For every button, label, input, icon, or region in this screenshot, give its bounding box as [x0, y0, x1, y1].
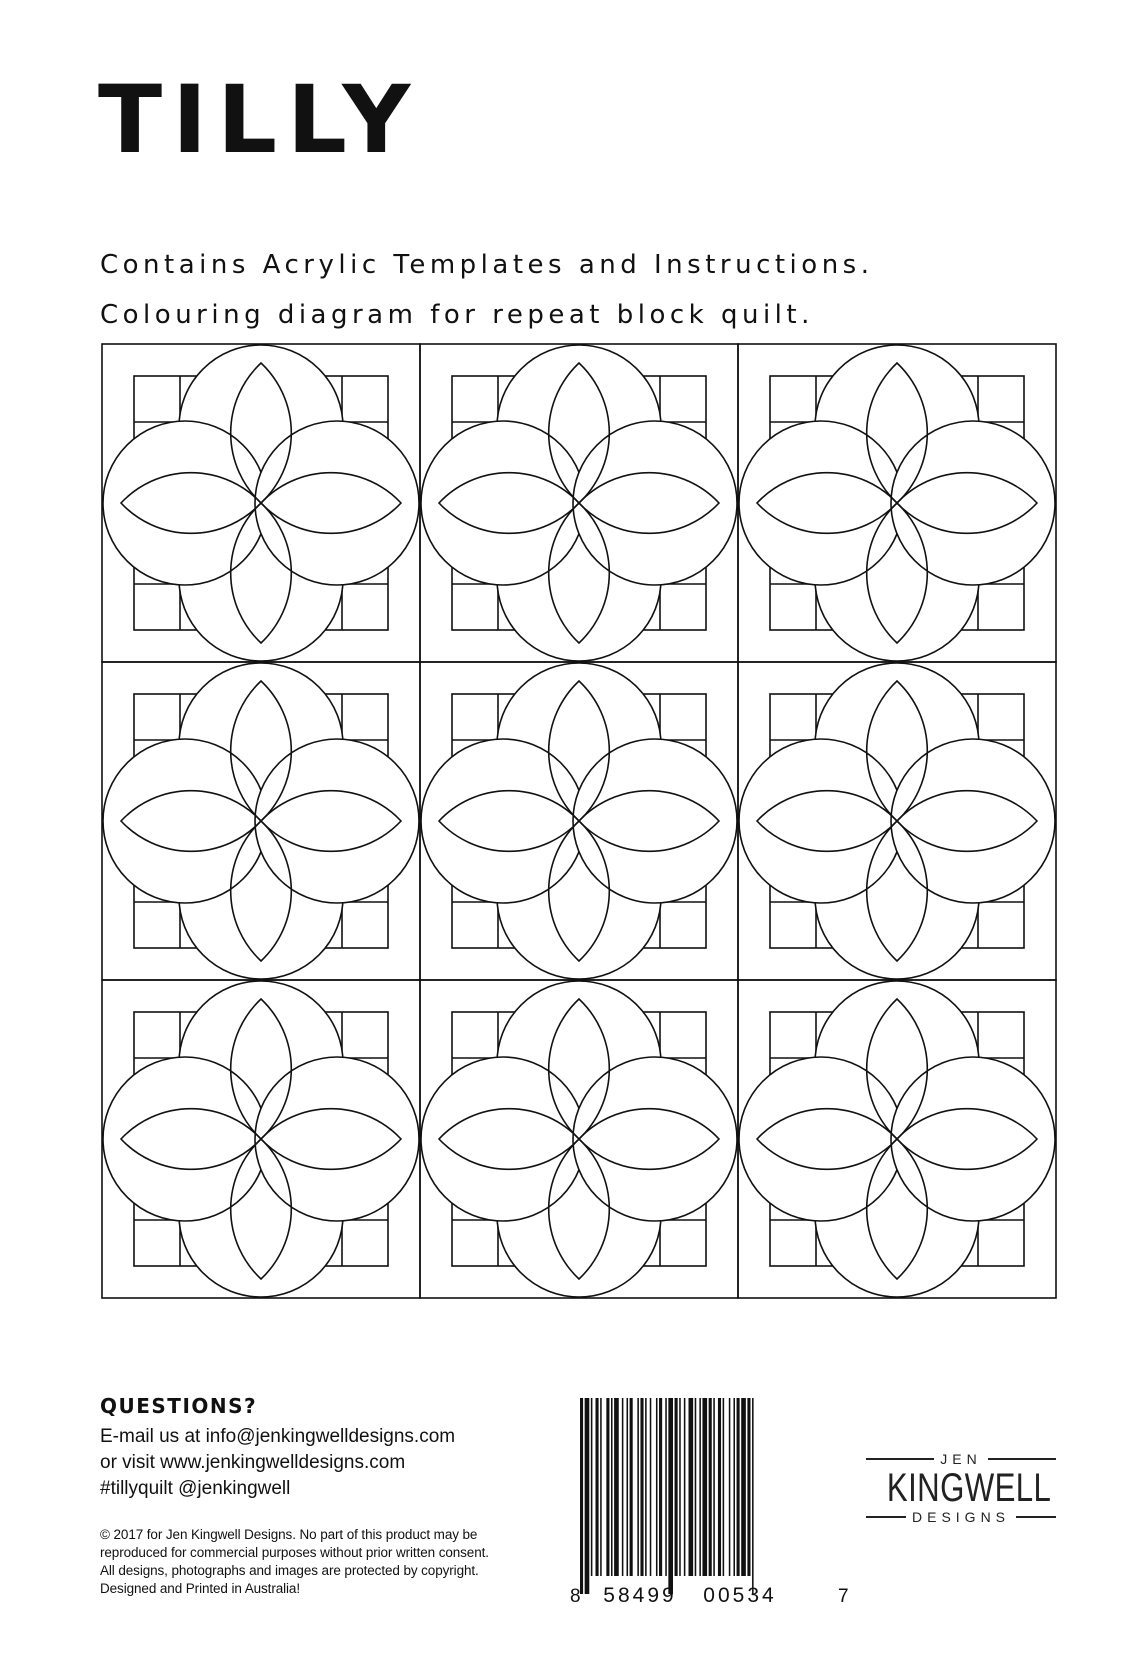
email-line: E-mail us at info@jenkingwelldesigns.com: [100, 1426, 456, 1447]
barcode-first-digit: 8: [570, 1586, 581, 1607]
barcode-bar: [747, 1398, 750, 1576]
copyright-line-3: All designs, photographs and images are protected by copyright.: [100, 1563, 479, 1578]
barcode-bar: [596, 1398, 599, 1576]
quilt-circle: [103, 421, 267, 585]
barcode-check-digit: 7: [838, 1586, 849, 1607]
quilt-block: [420, 980, 738, 1298]
barcode-bar: [718, 1398, 721, 1576]
barcode-bar: [668, 1398, 673, 1594]
logo-main-text: KINGWELL: [886, 1466, 1052, 1510]
barcode-bar: [630, 1398, 633, 1576]
quilt-block: [102, 662, 420, 980]
barcode-left-group: 58499: [603, 1584, 677, 1607]
barcode-bar: [752, 1398, 754, 1594]
logo-top-text: JEN: [940, 1451, 982, 1467]
barcode-bar: [713, 1398, 715, 1576]
quilt-circle: [573, 1057, 737, 1221]
subtitle-colouring-diagram: Colouring diagram for repeat block quilt.: [100, 300, 814, 330]
quilt-circle: [891, 739, 1055, 903]
quilt-circle: [739, 739, 903, 903]
copyright-notice: [100, 1526, 580, 1598]
logo-rule: [866, 1458, 934, 1460]
questions-heading: QUESTIONS?: [100, 1394, 258, 1418]
barcode-bar: [679, 1398, 681, 1576]
quilt-block: [738, 344, 1056, 662]
barcode-bar: [723, 1398, 725, 1576]
barcode: [566, 1398, 856, 1608]
logo-rule: [866, 1516, 906, 1518]
barcode-bar: [611, 1398, 613, 1576]
quilt-block: [738, 662, 1056, 980]
quilt-circle: [739, 421, 903, 585]
barcode-bar: [699, 1398, 701, 1576]
pattern-title: TILLY: [98, 66, 421, 175]
barcode-bar: [600, 1398, 602, 1576]
copyright-line-4: Designed and Printed in Australia!: [100, 1581, 300, 1596]
barcode-bar: [689, 1398, 694, 1576]
quilt-colouring-diagram: [102, 344, 1056, 1298]
barcode-bar: [729, 1398, 731, 1576]
logo-rule: [1016, 1516, 1056, 1518]
barcode-bar: [659, 1398, 662, 1576]
quilt-circle: [573, 739, 737, 903]
website-line: or visit www.jenkingwelldesigns.com: [100, 1452, 406, 1473]
questions-section: [100, 1394, 570, 1502]
barcode-bar: [580, 1398, 583, 1594]
barcode-bar: [709, 1398, 712, 1576]
barcode-bar: [637, 1398, 639, 1576]
barcode-right-group: 00534: [703, 1584, 777, 1607]
quilt-circle: [739, 1057, 903, 1221]
copyright-line-2: reproduced for commercial purposes without prior written consent.: [100, 1545, 489, 1560]
barcode-bar: [645, 1398, 647, 1576]
quilt-block: [102, 980, 420, 1298]
quilt-circle: [255, 739, 419, 903]
quilt-circle: [573, 421, 737, 585]
barcode-bar: [606, 1398, 609, 1576]
quilt-block: [420, 344, 738, 662]
barcode-bar: [627, 1398, 629, 1576]
barcode-bar: [702, 1398, 707, 1576]
barcode-bar: [585, 1398, 590, 1594]
barcode-bars: [580, 1398, 754, 1594]
quilt-circle: [255, 1057, 419, 1221]
barcode-bar: [656, 1398, 658, 1576]
barcode-bar: [622, 1398, 624, 1576]
barcode-bar: [614, 1398, 619, 1576]
barcode-bar: [640, 1398, 643, 1576]
quilt-circle: [103, 739, 267, 903]
quilt-circle: [421, 1057, 585, 1221]
barcode-bar: [665, 1398, 667, 1576]
barcode-bar: [737, 1398, 740, 1576]
quilt-block: [102, 344, 420, 662]
logo-rule: [988, 1458, 1056, 1460]
barcode-bar: [733, 1398, 735, 1576]
quilt-block: [420, 662, 738, 980]
hashtags-line: #tillyquilt @jenkingwell: [100, 1478, 291, 1499]
subtitle-contents: Contains Acrylic Templates and Instructions.: [100, 250, 874, 280]
jen-kingwell-designs-logo: [866, 1452, 1056, 1542]
logo-bottom-text: DESIGNS: [912, 1509, 1011, 1525]
barcode-bar: [684, 1398, 686, 1576]
quilt-circle: [891, 1057, 1055, 1221]
barcode-bar: [591, 1398, 593, 1576]
copyright-line-1: © 2017 for Jen Kingwell Designs. No part of this product may be: [100, 1527, 478, 1542]
quilt-circle: [255, 421, 419, 585]
quilt-block: [738, 980, 1056, 1298]
quilt-circle: [421, 739, 585, 903]
quilt-circle: [103, 1057, 267, 1221]
barcode-bar: [741, 1398, 746, 1576]
barcode-bar: [675, 1398, 678, 1576]
barcode-bar: [695, 1398, 697, 1576]
barcode-bar: [650, 1398, 652, 1576]
quilt-circle: [891, 421, 1055, 585]
quilt-circle: [421, 421, 585, 585]
